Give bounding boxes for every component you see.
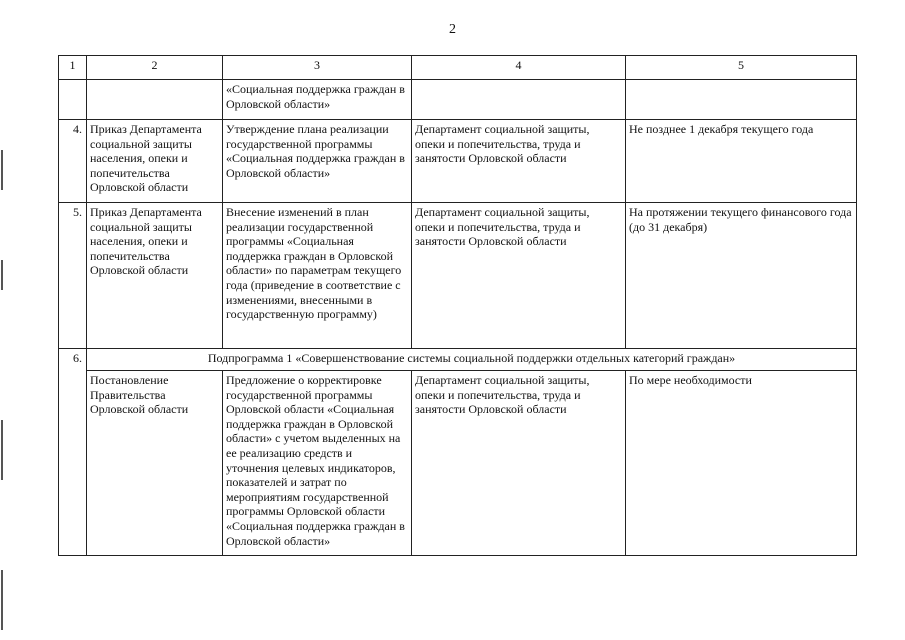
- row-number: 4.: [59, 120, 87, 203]
- row-content: Утверждение плана реализации государственной программы «Социальная поддержка граждан в Орловской области»: [223, 120, 412, 203]
- row-number: [59, 80, 87, 120]
- header-cell: 5: [626, 56, 857, 80]
- header-cell: 1: [59, 56, 87, 80]
- page-number: 2: [449, 22, 456, 37]
- row-deadline: [626, 80, 857, 120]
- row-number: 5.: [59, 203, 87, 349]
- row-content: Предложение о корректировке государственной программы Орловской области «Социальная поддержка граждан в Орловской области» с учетом выделенных на ее реализацию средств и уточнения целевых индикаторов, показателей и затрат по мероприятиям государственной программы Орловской области «Социальная поддержка граждан в Орловской области»: [223, 371, 412, 556]
- row-document-type: Постановление Правительства Орловской области: [87, 371, 223, 556]
- row-number: 6.: [59, 349, 87, 556]
- row-document-type: [87, 80, 223, 120]
- table-row: [59, 203, 857, 349]
- row-document-type: Приказ Департамента социальной защиты населения, опеки и попечительства Орловской области: [87, 120, 223, 203]
- table-row: [59, 120, 857, 203]
- row-executor: Департамент социальной защиты, опеки и попечительства, труда и занятости Орловской области: [412, 203, 626, 349]
- scan-edge-marks: [1, 0, 7, 640]
- header-cell: 2: [87, 56, 223, 80]
- row-deadline: Не позднее 1 декабря текущего года: [626, 120, 857, 203]
- subprogram-title: Подпрограмма 1 «Совершенствование системы социальной поддержки отдельных категорий граждан»: [87, 349, 857, 371]
- table-row: [59, 371, 857, 556]
- row-content: «Социальная поддержка граждан в Орловской области»: [223, 80, 412, 120]
- table-row: [59, 80, 857, 120]
- header-cell: 3: [223, 56, 412, 80]
- row-executor: Департамент социальной защиты, опеки и попечительства, труда и занятости Орловской области: [412, 371, 626, 556]
- row-content: Внесение изменений в план реализации государственной программы «Социальная поддержка граждан в Орловской области» по параметрам текущего года (приведение в соответствие с изменениями, внесенными в государственную программу): [223, 203, 412, 349]
- header-cell: 4: [412, 56, 626, 80]
- row-executor: [412, 80, 626, 120]
- row-document-type: Приказ Департамента социальной защиты населения, опеки и попечительства Орловской области: [87, 203, 223, 349]
- row-deadline: На протяжении текущего финансового года (до 31 декабря): [626, 203, 857, 349]
- table-header-row: [59, 56, 857, 80]
- subprogram-row: [59, 349, 857, 371]
- row-executor: Департамент социальной защиты, опеки и попечительства, труда и занятости Орловской области: [412, 120, 626, 203]
- row-deadline: По мере необходимости: [626, 371, 857, 556]
- document-table: [58, 55, 857, 556]
